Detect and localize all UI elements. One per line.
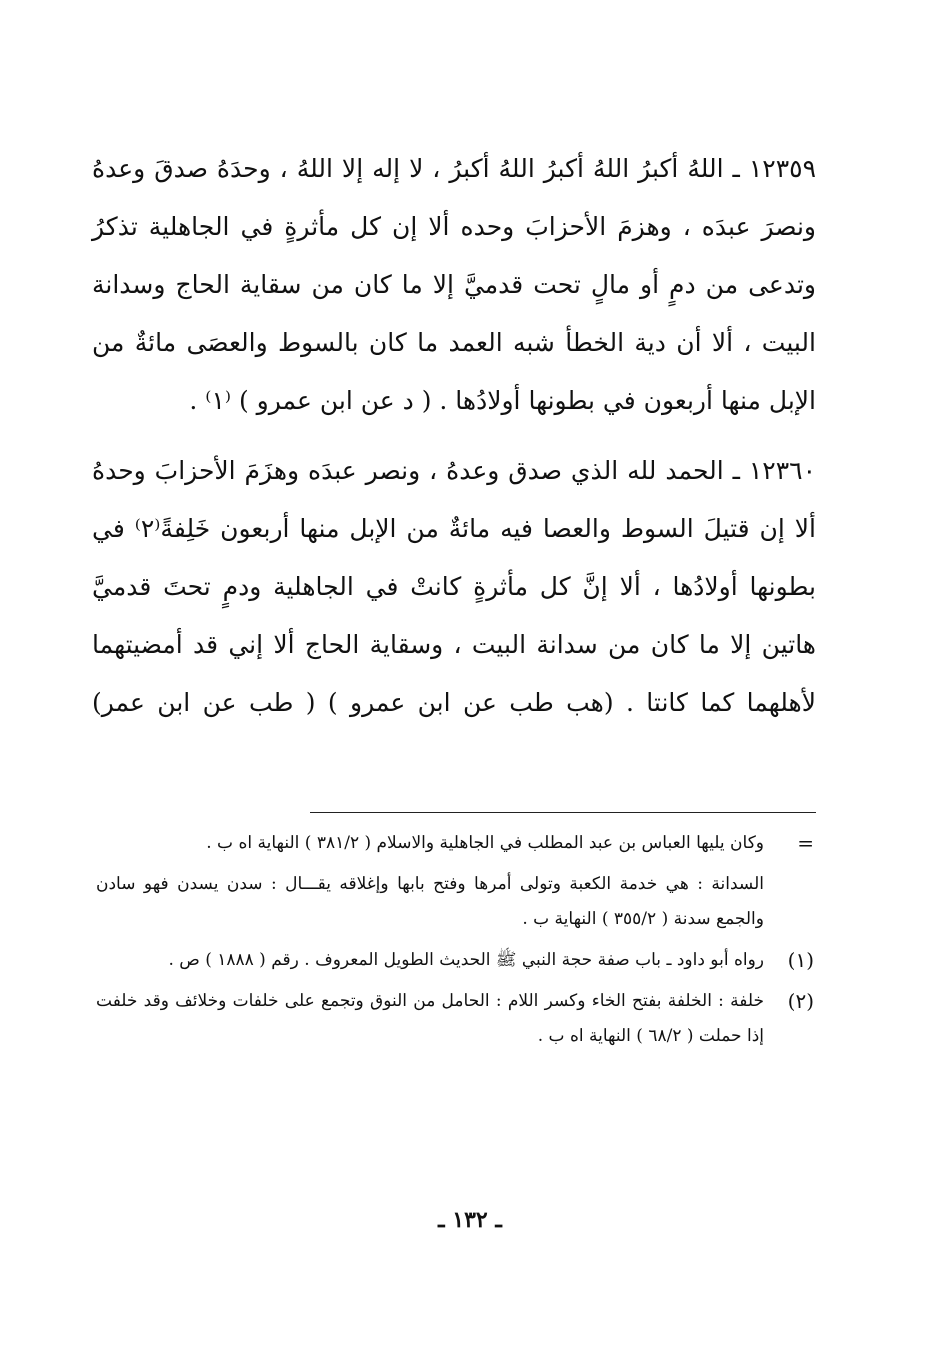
main-text (92, 140, 816, 732)
footnote-text: وكان يليها العباس بن عبد المطلب في الجاهلية والاسلام ( ٣٨١/٢ ) النهاية اه ب . (206, 833, 764, 853)
hadith-12360 (92, 442, 816, 732)
footnote-marker: (١) (787, 948, 814, 972)
footnote-sidana (96, 867, 814, 937)
hadith-text: ـ اللهُ أكبرُ اللهُ أكبرُ اللهُ أكبرُ ، لا إله إلا اللهُ ، وحدَهُ صدقَ وعدهُ ونصرَ عبدَه ، وهزمَ الأحزابَ وحده ألا إن كل مأثرةٍ في الجاهلية تذكرُ وتدعى من دمٍ أو مالٍ تحت قدميَّ إلا ما كان من سقاية الحاج وسدانة البيت ، ألا أن دية الخطأ شبه العمد ما كان بالسوط والعصَى مائةٌ من الإبل منها أربعون في بطونها أولادُها . ( د عن ابن عمرو ) ⁽١⁾ . (92, 154, 816, 415)
hadith-text: ـ الحمد لله الذي صدق وعدهُ ، ونصر عبدَه وهزَمَ الأحزابَ وحدهُ ألا إن قتيلَ السوط والعصا فيه مائةٌ من الإبل منها أربعون خَلِفةً⁽٢⁾ في بطونها أولادُها ، ألا إنَّ كل مأثرةٍ كانتْ في الجاهلية ودمٍ تحتَ قدميَّ هاتين إلا ما كان من سدانة البيت ، وسقاية الحاج ألا إني قد أمضيتهما لأهلهما كما كانتا . (هب طب عن ابن عمرو ) ( طب عن ابن عمر) (92, 456, 816, 717)
page-number: ـ ١٣٢ ـ (438, 1207, 502, 1233)
hadith-number: ١٢٣٥٩ (748, 154, 816, 183)
footnote-continuation (96, 826, 814, 861)
footnote-marker (764, 867, 814, 937)
footnote-1 (96, 943, 814, 978)
footnote-marker: (٢) (787, 989, 814, 1013)
hadith-12359 (92, 140, 816, 430)
footnote-2 (96, 984, 814, 1054)
footnote-separator (310, 812, 816, 813)
footnote-marker: = (797, 831, 814, 855)
footnote-text: خلفة : الخلفة بفتح الخاء وكسر اللام : الحامل من النوق وتجمع على خلفات وخلائف وقد خلفت إذا حملت ( ٦٨/٢ ) النهاية اه ب . (96, 991, 764, 1046)
footnote-text: رواه أبو داود ـ باب صفة حجة النبي ﷺ الحديث الطويل المعروف . رقم ( ١٨٨٨ ) ص . (168, 950, 764, 970)
footnote-text: السدانة : هي خدمة الكعبة وتولى أمرها وفتح بابها وإغلاقه يقـــال : سدن يسدن فهو سادن والجمع سدنة ( ٣٥٥/٢ ) النهاية ب . (96, 874, 764, 929)
hadith-number: ١٢٣٦٠ (748, 456, 816, 485)
footnotes (96, 826, 814, 1060)
